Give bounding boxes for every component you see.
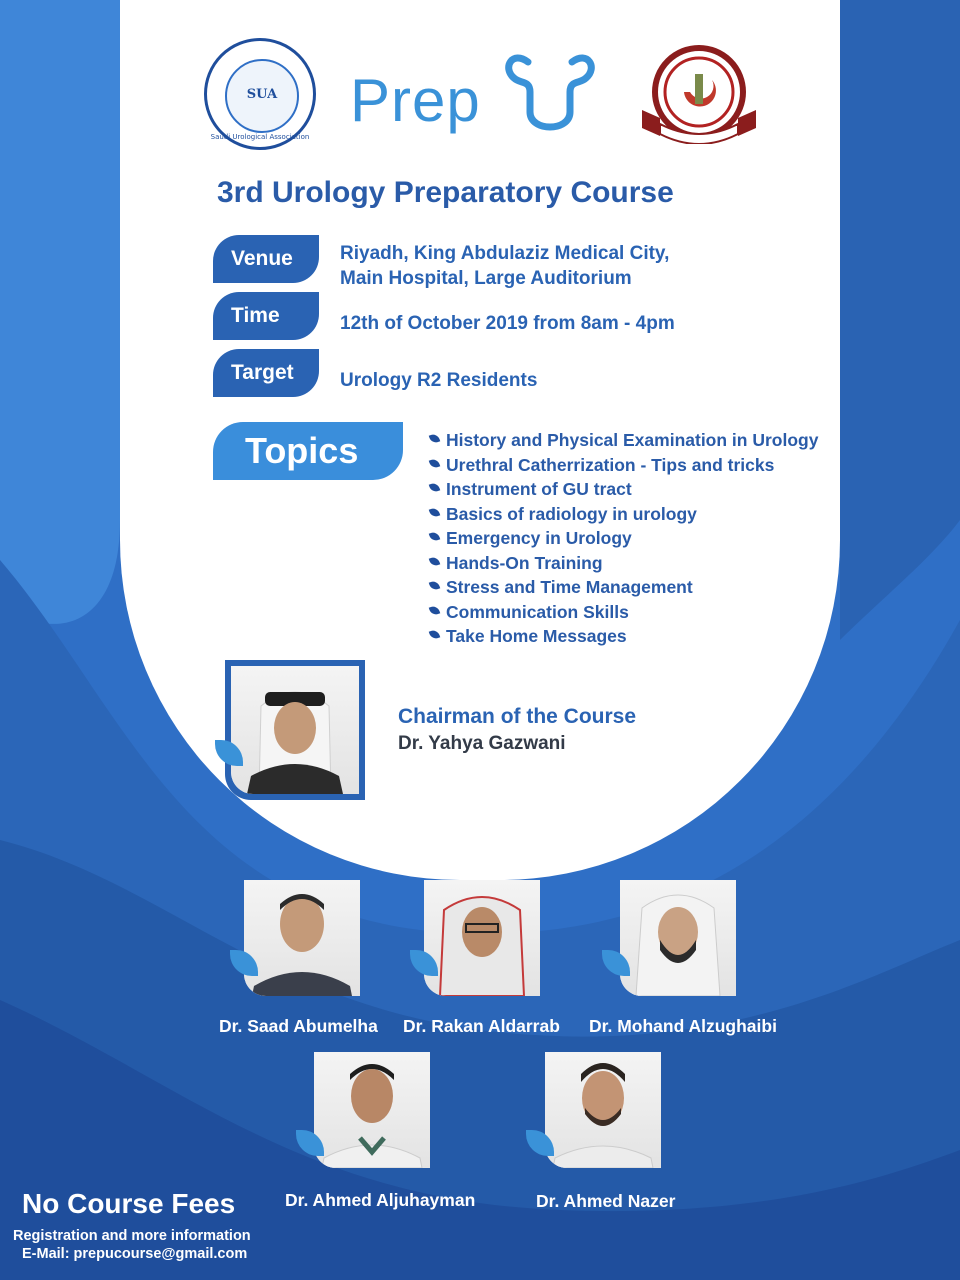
organizer-photo [314, 1052, 430, 1168]
leaf-bullet-icon [429, 482, 441, 494]
person-silhouette-icon [424, 880, 540, 996]
topic-text: Communication Skills [446, 601, 629, 622]
sua-abbreviation: SUA [246, 87, 278, 102]
target-label: Target [213, 349, 319, 397]
organizer-name: Dr. Rakan Aldarrab [403, 1016, 560, 1036]
leaf-bullet-icon [429, 555, 441, 567]
topic-text: History and Physical Examination in Urology [446, 430, 819, 450]
topic-item [430, 453, 818, 478]
topic-item [430, 575, 818, 600]
topic-text: Take Home Messages [446, 626, 627, 646]
topic-text: Urethral Catherrization - Tips and tricks [446, 454, 775, 475]
leaf-bullet-icon [429, 531, 441, 543]
no-fees-text: No Course Fees [22, 1188, 236, 1219]
leaf-bullet-icon [429, 580, 441, 592]
kidney-u-icon [500, 40, 610, 150]
topics-list [430, 428, 818, 649]
leaf-bullet-icon [429, 506, 441, 518]
person-silhouette-icon [620, 880, 736, 996]
time-value: 12th of October 2019 from 8am - 4pm [340, 313, 675, 334]
topic-item [430, 477, 818, 502]
venue-line-2: Main Hospital, Large Auditorium [340, 268, 632, 289]
topic-item [430, 551, 818, 576]
course-title: 3rd Urology Preparatory Course [217, 176, 674, 209]
organizer-photo [545, 1052, 661, 1168]
time-label: Time [213, 292, 319, 340]
topic-text: Basics of radiology in urology [446, 503, 697, 524]
topic-text: Hands-On Training [446, 552, 603, 573]
venue-line-1: Riyadh, King Abdulaziz Medical City, [340, 243, 670, 264]
leaf-bullet-icon [429, 457, 441, 469]
leaf-bullet-icon [429, 629, 441, 641]
organizers-title: Course Organizers [310, 810, 650, 852]
sua-logo-name: Saudi Urological Association [210, 133, 310, 141]
person-silhouette-icon [231, 666, 359, 794]
email-text[interactable]: E-Mail: prepucourse@gmail.com [22, 1246, 248, 1262]
chairman-title: Chairman of the Course [398, 705, 637, 728]
registration-text: Registration and more information [13, 1228, 251, 1244]
organizer-name: Dr. Saad Abumelha [219, 1016, 378, 1036]
organizer-photo [244, 880, 360, 996]
sua-logo [204, 38, 316, 150]
topics-label: Topics [213, 422, 403, 480]
topic-item [430, 624, 818, 649]
chairman-photo [225, 660, 365, 800]
organizer-photo [424, 880, 540, 996]
brand-name: Prep [350, 67, 481, 134]
target-value: Urology R2 Residents [340, 370, 538, 391]
organizer-name: Dr. Mohand Alzughaibi [589, 1016, 777, 1036]
sua-emblem [225, 59, 299, 133]
topic-item [430, 502, 818, 527]
venue-label: Venue [213, 235, 319, 283]
topic-item [430, 526, 818, 551]
topic-text: Instrument of GU tract [446, 479, 632, 499]
organizer-photo [620, 880, 736, 996]
organizer-name: Dr. Ahmed Nazer [536, 1191, 676, 1211]
person-silhouette-icon [244, 880, 360, 996]
organizer-name: Dr. Ahmed Aljuhayman [285, 1190, 476, 1210]
venue-value [340, 241, 669, 291]
topic-item [430, 600, 818, 625]
chairman-name: Dr. Yahya Gazwani [398, 733, 566, 754]
topic-text: Emergency in Urology [446, 528, 632, 548]
leaf-bullet-icon [429, 604, 441, 616]
topic-item [430, 428, 818, 453]
person-silhouette-icon [314, 1052, 430, 1168]
topic-text: Stress and Time Management [446, 577, 693, 597]
prepu-brand [350, 40, 620, 150]
person-silhouette-icon [545, 1052, 661, 1168]
leaf-bullet-icon [429, 433, 441, 445]
national-guard-logo [640, 40, 758, 144]
